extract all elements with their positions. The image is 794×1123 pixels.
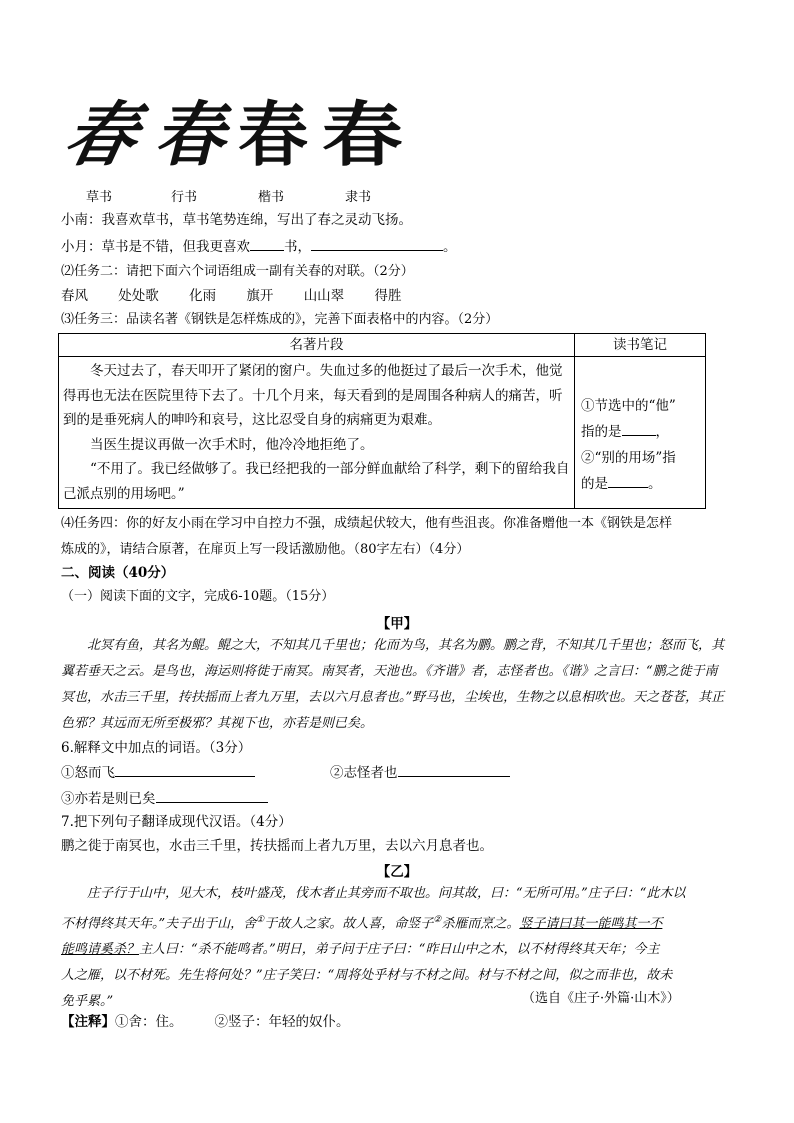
calligraphy-regular: 春: [238, 93, 308, 176]
table-header-excerpt: 名著片段: [59, 334, 575, 357]
word-item: 旗开: [246, 288, 274, 304]
task2-words: [61, 286, 401, 306]
source-citation: （选自《庄子·外篇·山木》）: [522, 991, 680, 1006]
task3-prompt: ⑶任务三：品读名著《钢铁是怎样炼成的》，完善下面表格中的内容。（2分）: [61, 312, 499, 327]
q7-sentence: 鹏之徙于南冥也，水击三千里，抟扶摇而上者九万里，去以六月息者也。: [61, 838, 493, 854]
excerpt-para: 冬天过去了，春天叩开了紧闭的窗户。失血过多的他挺过了最后一次手术，他觉得再也无法在医院里待下去了。十几个月来，每天看到的是周围各种病人的痛苦，听到的是垂死病人的呻吟和哀号，这比忍受自身的病痛更为艰难。: [63, 363, 563, 428]
label-kaishu: 楷书: [258, 190, 285, 205]
answer-blank-style[interactable]: [250, 236, 284, 251]
question-6: 6.解释文中加点的词语。（3分）: [61, 740, 252, 756]
annotation-line: 【注释】①舍：住。 ②竖子：年轻的奴仆。: [61, 1014, 350, 1030]
dialogue-xiaoyue: 小月：草书是不错，但我更喜欢 书， 。: [61, 236, 457, 257]
word-item: 山山翠: [303, 288, 345, 304]
task4-line2: 炼成的》，请结合原著，在扉页上写一段话激励他。（80字左右）（4分）: [61, 542, 470, 557]
q6-item-3: ③亦若是则已矣: [61, 788, 268, 809]
q6-item-2: ②志怪者也: [330, 762, 510, 783]
answer-blank-use[interactable]: [608, 473, 648, 488]
dialogue-xiaonan: 小南：我喜欢草书，草书笔势连绵，写出了春之灵动飞扬。: [61, 212, 412, 228]
section-heading: 二、阅读（40分）: [61, 565, 175, 581]
word-item: 得胜: [374, 288, 402, 304]
notes-cell: ①节选中的“他” 指的是 ， ②“别的用场”指 的是 。: [575, 357, 706, 509]
label-caoshu: 草书: [86, 190, 113, 205]
passage-jia-heading: 【甲】: [376, 616, 418, 632]
passage-yi-heading: 【乙】: [376, 864, 418, 880]
calligraphy-clerical: 春: [322, 93, 403, 176]
excerpt-para: “不用了。我已经做够了。我已经把我的一部分鲜血献给了科学，剩下的留给我自己派点别的用场吧。”: [63, 461, 570, 502]
answer-blank-q6-3[interactable]: [156, 788, 268, 803]
excerpt-cell: [59, 357, 575, 509]
answer-blank-he[interactable]: [622, 421, 656, 436]
calligraphy-cursive: 春: [57, 93, 145, 176]
label-xingshu: 行书: [171, 190, 198, 205]
passage-yi: 庄子行于山中，见大木，枝叶盛茂，伐木者止其旁而不取也。问其故，曰：“无所可用。”庄子曰：“此木以 不材得终其天年。”夫子出于山，舍①于故人之家。故人喜，命竖子②杀雁而烹之。竖子请曰其一能鸣其一不 能鸣请奚杀？主人曰：“杀不能鸣者。”明日，弟子问于庄子曰：“昨日山中之木，以不材得终其天年；今主 人之雁，以不材死。先生将何处？”庄子笑曰：“周将处乎材与不材之间。材与不材之间，似之而非也，故未 免乎累。”: [61, 886, 686, 1010]
underlined-sentence: 竖子请曰其一能鸣其一不: [519, 916, 663, 932]
q6-item-1: ①怒而飞: [61, 762, 255, 783]
task2-prompt: ⑵任务二：请把下面六个词语组成一副有关春的对联。（2分）: [61, 264, 414, 279]
answer-blank-q6-1[interactable]: [115, 762, 255, 777]
calligraphy-running: 春: [154, 93, 224, 176]
table-header-notes: 读书笔记: [575, 334, 706, 357]
question-7: 7.把下列句子翻译成现代汉语。（4分）: [61, 814, 292, 830]
word-item: 春风: [61, 288, 88, 304]
answer-blank-q6-2[interactable]: [398, 762, 510, 777]
reading-notes-table: [58, 333, 706, 509]
word-item: 化雨: [189, 288, 217, 304]
passage-jia: 北冥有鱼，其名为鲲。鲲之大，不知其几千里也；化而为鸟，其名为鹏。鹏之背，不知其几千里也；怒而飞，其翼若垂天之云。是鸟也，海运则将徙于南冥。南冥者，天池也。《齐谐》者，志怪者也。《谐》之言曰：“鹏之徙于南冥也，水击三千里，抟扶摇而上者九万里，去以六月息者也。”野马也，尘埃也，生物之以息相吹也。天之苍苍，其正色邪？其远而无所至极邪？其视下也，亦若是则已矣。: [61, 638, 725, 731]
answer-blank-reason[interactable]: [311, 236, 443, 251]
task4-line1: ⑷任务四：你的好友小雨在学习中自控力不强，成绩起伏较大，他有些沮丧。你准备赠他一本《钢铁是怎样: [61, 516, 673, 531]
section-sub-heading: （一）阅读下面的文字，完成6-10题。（15分）: [61, 589, 335, 604]
word-item: 处处歌: [118, 288, 159, 304]
excerpt-para: 当医生提议再做一次手术时，他冷冷地拒绝了。: [90, 436, 374, 453]
underlined-sentence: 能鸣请奚杀？: [61, 942, 140, 958]
label-lishu: 隶书: [345, 190, 372, 205]
